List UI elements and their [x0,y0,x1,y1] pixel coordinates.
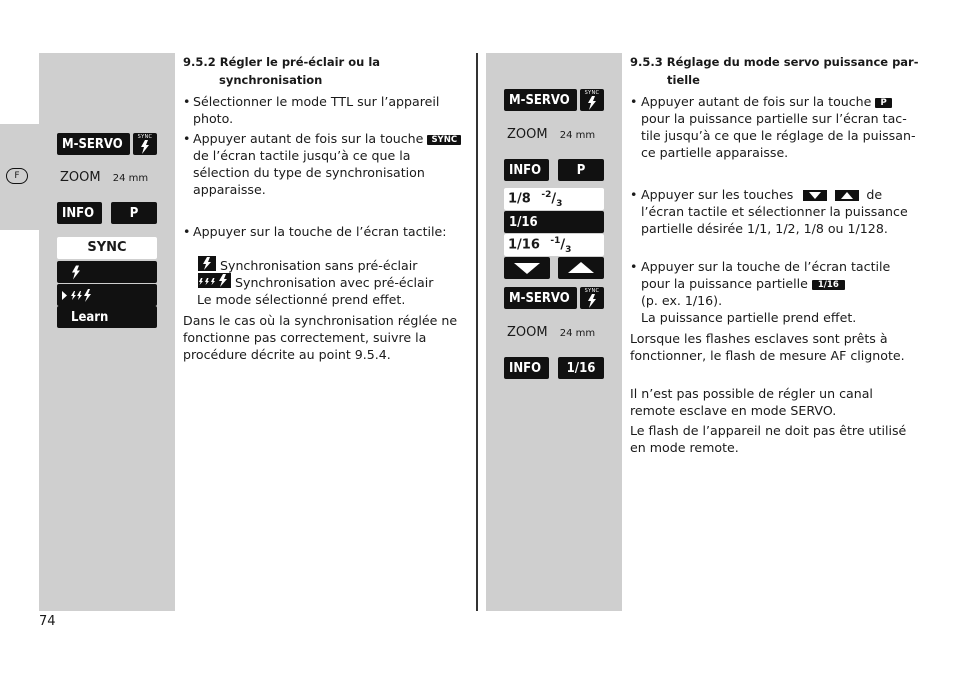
power-key-inline: 1/16 [812,280,845,290]
flash-icon [587,294,597,308]
zoom-value: 24 mm [112,173,149,184]
up-arrow-icon [566,261,596,275]
option-note: Le mode sélectionné prend effet. [197,292,406,307]
bullet-text: partielle désirée 1/1, 1/2, 1/8 ou 1/128. [641,221,888,236]
paragraph: procédure décrite au point 9.5.4. [183,347,391,362]
m-servo-button[interactable]: M-SERVO [504,89,577,111]
bullet-text [641,275,845,292]
down-arrow-button[interactable] [504,257,550,279]
bullet-item: • [630,259,638,274]
bullet-text: Sélectionner le mode TTL sur l’appareil [193,94,440,109]
page-number: 74 [39,614,56,629]
power-base: 1/16 [508,237,540,253]
up-arrow-button[interactable] [558,257,604,279]
sync-key-inline: SYNC [427,135,461,145]
bullet-text: Appuyer sur la touche de l’écran tactile: [193,224,447,239]
down-arrow-icon [803,190,827,201]
bullet-text [193,130,461,147]
flash-icon [587,96,597,110]
paragraph: en mode remote. [630,440,739,455]
power-denominator: 3 [565,244,572,255]
heading-text: Réglage du mode servo puissance par- [666,55,919,69]
bullet-item: • [183,131,191,146]
paragraph: remote esclave en mode SERVO. [630,403,837,418]
power-exponent: -2 [541,190,552,200]
option-text: Synchronisation sans pré-éclair [220,258,418,273]
paragraph: Dans le cas où la synchronisation réglée ne [183,313,458,328]
paragraph: Le flash de l’appareil ne doit pas être utilisé [630,423,907,438]
section-heading-cont: synchronisation [219,73,323,87]
flash-icon [71,265,81,280]
power-exponent: -1 [550,236,561,246]
bullet-text: pour la puissance partielle sur l’écran tac- [641,111,907,126]
heading-text: Régler le pré-éclair ou la [219,55,381,69]
p-key-inline: P [875,98,891,108]
zoom-label: ZOOM [507,127,548,142]
m-servo-button[interactable]: M-SERVO [57,133,130,155]
m-servo-button[interactable]: M-SERVO [504,287,577,309]
zoom-readout [60,170,148,185]
bullet-text-part: Appuyer autant de fois sur la touche [193,131,424,146]
power-value-3: 1/16 $^{-1}/_3$ [508,236,572,255]
sync-label: SYNC [137,134,153,140]
paragraph: Il n’est pas possible de régler un canal [630,386,873,401]
flash-icon-inline [198,256,216,271]
bullet-item: • [630,94,638,109]
bullet-text: l’écran tactile et sélectionner la puissance [641,204,908,219]
bullet-text-part: Appuyer sur les touches [641,187,794,202]
down-arrow-icon [512,261,542,275]
bullet-text: tile jusqu’à ce que le réglage de la puissan- [641,128,916,143]
bullet-text-part: Appuyer autant de fois sur la touche [641,94,872,109]
language-badge: F [6,168,28,184]
column-divider [476,53,478,611]
paragraph: fonctionne pas correctement, suivre la [183,330,427,345]
flash-icon [140,140,150,154]
bullet-text: photo. [193,111,234,126]
zoom-label: ZOOM [507,325,548,340]
power-base: 1/8 [508,191,531,207]
bullet-item: • [183,224,191,239]
option-text: Synchronisation avec pré-éclair [235,275,434,290]
paragraph: fonctionner, le flash de mesure AF clignote. [630,348,905,363]
section-heading [183,54,380,71]
zoom-readout [507,127,595,142]
bullet-text: sélection du type de synchronisation [193,165,425,180]
sync-label: SYNC [584,90,600,96]
power-value-1: 1/8 $^{-2}/_3$ [508,190,563,209]
bullet-text: apparaisse. [193,182,266,197]
sync-option-preflash[interactable] [57,284,157,306]
bullet-text [641,186,882,203]
bullet-text: de l’écran tactile jusqu’à ce que la [193,148,411,163]
zoom-value: 24 mm [559,328,596,339]
bullet-text [641,93,892,110]
preflash-icon-inline [198,273,231,288]
zoom-value: 24 mm [559,130,596,141]
bullet-text: ce partielle apparaisse. [641,145,789,160]
bullet-text: (p. ex. 1/16). [641,293,723,308]
bullet-text: Appuyer sur la touche de l’écran tactile [641,259,891,274]
sync-label: SYNC [584,288,600,294]
info-button[interactable]: INFO [504,159,549,181]
p-button[interactable]: P [111,202,157,224]
p-button[interactable]: P [558,159,604,181]
learn-button[interactable]: Learn [57,306,157,328]
sync-option-no-preflash[interactable] [57,261,157,283]
sync-menu-title: SYNC [87,240,127,255]
sync-button[interactable] [133,133,157,155]
paragraph: Lorsque les flashes esclaves sont prêts à [630,331,888,346]
power-row-selected[interactable]: 1/16 [504,211,604,233]
info-button[interactable]: INFO [57,202,102,224]
up-arrow-icon [835,190,859,201]
sync-button[interactable] [580,89,604,111]
bullet-item: • [183,94,191,109]
preflash-icon [60,288,94,303]
bullet-text: La puissance partielle prend effet. [641,310,857,325]
section-heading-cont: tielle [667,73,700,87]
bullet-text-part: de [866,187,883,202]
sync-button[interactable] [580,287,604,309]
heading-number: 9.5.2 [183,55,216,69]
heading-number: 9.5.3 [630,55,663,69]
power-denominator: 3 [556,198,563,209]
info-button[interactable]: INFO [504,357,549,379]
zoom-readout [507,325,595,340]
power-value-button[interactable]: 1/16 [558,357,604,379]
section-heading [630,54,919,71]
zoom-label: ZOOM [60,170,101,185]
bullet-text-part: pour la puissance partielle [641,276,808,291]
bullet-item: • [630,187,638,202]
